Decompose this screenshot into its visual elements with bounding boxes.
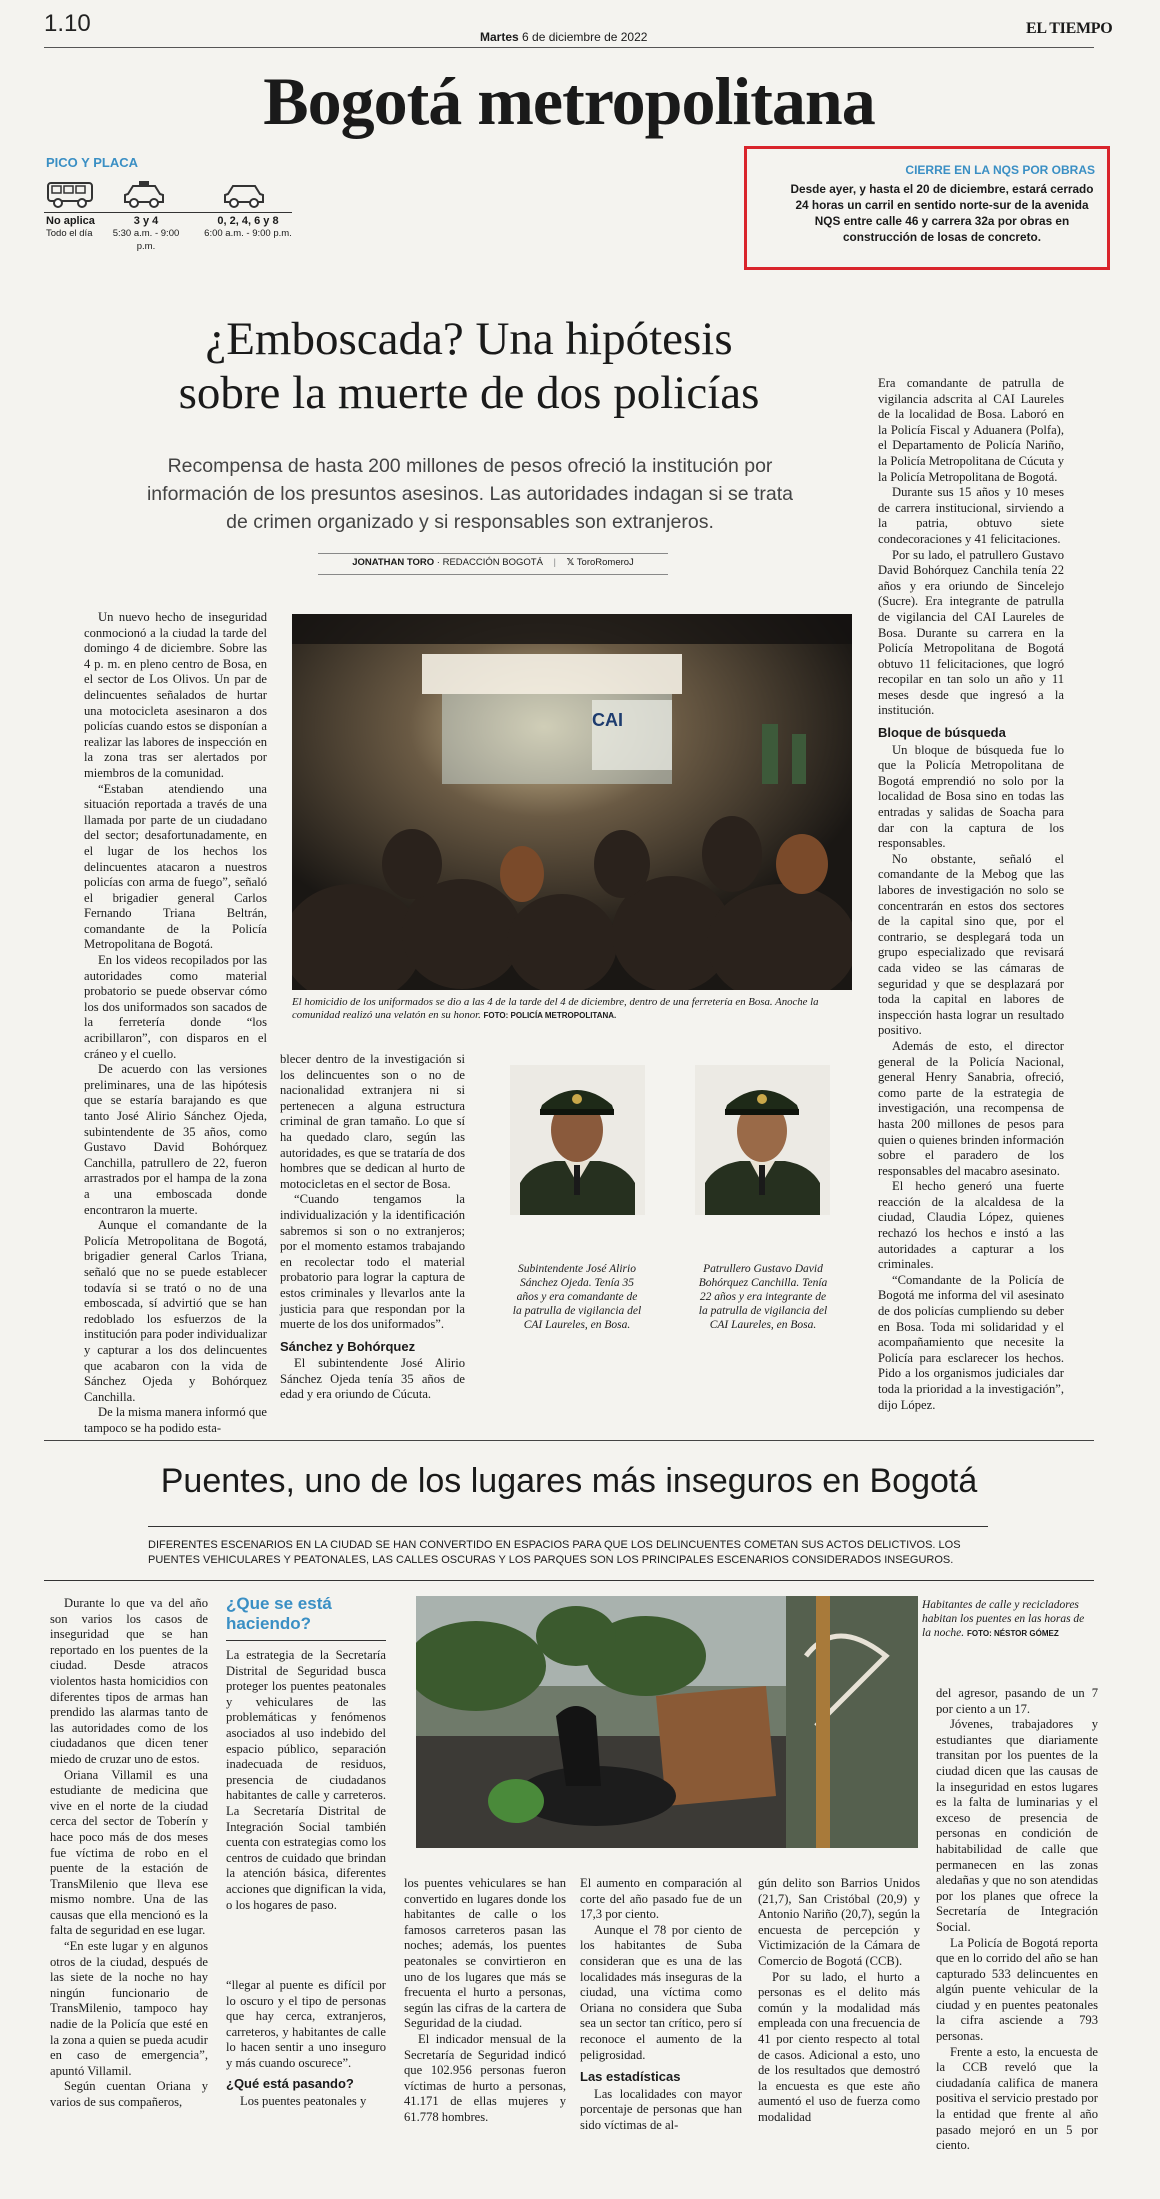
paragraph: “Estaban atendiendo una situación reportada a través de una llamada por parte de un ciudadano del sector; desafortunadamente, en el lugar de los hechos los delincuentes atacaron a nuestros policías con arma de fuego”, señaló el brigadier general Carlos Fernando Triana Beltrán, comandante de la Policía Metropolitana de Bogotá. [84, 781, 267, 952]
article1-column-3 [878, 376, 1064, 1413]
paragraph: “En este lugar y en algunos otros de la ciudad, después de las siete de la noche no hay ningún funcionario de TransMilenio, tampoco hay nadie de la Policía que esté en la zona a quien se pueda acudir en caso de emergencia”, apuntó Villamil. [50, 1939, 208, 2078]
alert-text: Desde ayer, y hasta el 20 de diciembre, estará cerrado 24 horas un carril en sentido norte-sur de la avenida NQS entre calle 46 y carrera 32a por obras en construcción de losas de concreto. [790, 182, 1094, 244]
twitter-icon: 𝕏 [566, 557, 575, 568]
taxi-icon [122, 180, 166, 210]
masthead-logo: EL TIEMPO [1026, 20, 1113, 37]
subhead: Las estadísticas [580, 2069, 681, 2085]
paragraph: Por su lado, el patrullero Gustavo David Bohórquez Canchila tenía 22 años y era oriundo de Sincelejo (Sucre). Era integrante de patrulla de vigilancia del CAI Laureles de Bosa. Durante su carrera en la Policía Metropolitana de Bogotá obtuvo 11 felicitaciones, que logró recopilar en tan solo un año y 11 meses desde que ingresó a la institución. [878, 547, 1064, 718]
vigil-photo-art [292, 614, 852, 990]
byline-rule-bottom [318, 574, 668, 575]
portrait-sanchez [510, 1065, 645, 1215]
pico-placa-title: PICO Y PLACA [46, 155, 138, 170]
paragraph: Las localidades con mayor porcentaje de personas que han sido víctimas de al- [580, 2086, 742, 2132]
hours-car: 6:00 a.m. - 9:00 p.m. [204, 228, 292, 239]
paragraph: El hecho generó una fuerte reacción de la alcaldesa de la ciudad, Claudia López, quienes rechazó los hechos e instó a las autoridades a capturar a los criminales. [878, 1179, 1064, 1272]
subhead: Sánchez y Bohórquez [280, 1338, 416, 1354]
sidebar-paragraph: La estrategia de la Secretaría Distrital de Seguridad busca proteger los puentes peatonales y vehiculares de las problemáticas y fenómenos asociados al uso indebido del espacio público, separación inadecuada de residuos, presencia de ciudadanos habitantes de calle y carreteros. La Secretaría Distrital de Integración Social también cuenta con estrategias como los centros de cuidado que brindan la atención básica, diferentes acciones que dignifican la vida, o los hogares de paso. [226, 1648, 386, 1912]
subhead: ¿Qué está pasando? [226, 2076, 354, 2091]
alert-title: CIERRE EN LA NQS POR OBRAS [905, 163, 1095, 177]
plates-taxi: 3 y 4 [133, 215, 159, 227]
paragraph: blecer dentro de la investigación si los delincuentes son o no de nacionalidad extranjera ni si pertenecen a alguna estructura criminal de gran tamaño. Lo que sí ha quedado claro, según las autoridades, es que se trataría de dos hombres que se dedican al hurto de motocicletas en el sector de Bosa. [280, 1052, 465, 1191]
paragraph: “Cuando tengamos la individualización y la identificación sabremos si son o no extranjeros; por el momento estamos trabajando en recolectar todo el material probatorio para lograr la captura de estos criminales y llevarlos ante la justicia para que respondan por la muerte de los dos uniformados”. [280, 1192, 465, 1332]
article2-column-4 [580, 1876, 742, 2134]
paragraph: Por su lado, el hurto a personas es el delito más común y la modalidad más empleada con una frecuencia de 41 por ciento respecto al total de casos. Adicional a esto, uno de los resultados que demostró la encuesta es que este año aumentó el uso de fuerza como modalidad [758, 1969, 920, 2124]
headline-line1: ¿Emboscada? Una hipótesis [205, 313, 733, 365]
sidebar-column [226, 1648, 386, 1913]
issue-date [480, 30, 647, 44]
bridge-photo [416, 1596, 918, 1848]
paragraph: Según cuentan Oriana y varios de sus compañeros, [50, 2079, 208, 2109]
photo-credit: FOTO: NÉSTOR GÓMEZ [967, 1629, 1059, 1638]
pico-placa-item-taxi [106, 215, 186, 253]
paragraph: Frente a esto, la encuesta de la CCB reveló que la ciudadanía califica de manera positiva el servicio prestado por la entidad que frente al año pasado mejoró en un 5 por ciento. [936, 2044, 1098, 2153]
paragraph: Los puentes peatonales y [240, 2093, 367, 2108]
pico-placa-item-car [200, 215, 296, 240]
paragraph: Oriana Villamil es una estudiante de medicina que vive en el norte de la ciudad cerca del sector de Toberín y hace poco más de dos meses fue víctima de robo en el puente de la estación de TransMilenio que lleva ese mismo nombre. Una de las causas que ella mencionó es la falta de seguridad en ese lugar. [50, 1767, 208, 1938]
portrait-sanchez-caption: Subintendente José Alirio Sánchez Ojeda. Tenía 35 años y era comandante de la patrulla de vigilancia del CAI Laureles, en Bosa. [512, 1263, 642, 1331]
pico-placa-item-bus [46, 215, 95, 240]
pico-placa-rule [44, 212, 292, 213]
sidebar-lower [226, 2076, 386, 2109]
article2-deck: DIFERENTES ESCENARIOS EN LA CIUDAD SE HAN CONVERTIDO EN ESPACIOS PARA QUE LOS DELINCUENTES COMETAN SUS ACTOS DELICTIVOS. LOS PUENTES VEHICULARES Y PEATONALES, LAS CALLES OSCURAS Y LOS PARQUES SON LOS PRINCIPALES ESCENARIOS CONSIDERADOS INSEGUROS. [148, 1539, 961, 1566]
article1-column-1 [84, 610, 267, 1436]
hours-taxi: 5:30 a.m. - 9:00 p.m. [112, 228, 180, 252]
paragraph: los puentes vehiculares se han convertido en lugares donde los habitantes de calle o los famosos carreteros pasan las noches; además, los puentes peatonales se convirtieron en uno de los lugares que más se frecuenta el hurto a personas, según las cifras de la cartera de Seguridad de la ciudad. [404, 1876, 566, 2031]
article2-column-1 [50, 1596, 208, 2111]
paragraph: Aunque el comandante de la Policía Metropolitana de Bogotá, brigadier general Carlos Triana, señaló que no se puede establecer todavía si se trató o no de una emboscada, sí advirtió que se han redoblado los esfuerzos de la institución para poder individualizar y capturar a los dos delincuentes que acabaron con la vida de Sánchez Ojeda y Bohórquez Canchilla. [84, 1218, 267, 1404]
article1-deck: Recompensa de hasta 200 millones de pesos ofreció la institución por información de los presuntos asesinos. Las autoridades indagan si se trata de crimen organizado y si responsables son extranjeros. [146, 455, 794, 533]
plates-bus: No aplica [46, 215, 95, 227]
headline-line2: sobre la muerte de dos policías [178, 367, 760, 419]
paragraph: Jóvenes, trabajadores y estudiantes que diariamente transitan por los puentes de la ciudad dicen que las causas de la inseguridad en estos lugares es la falta de luminarias y el exceso de presencia de personas en condición de habitabilidad de calle que permanecen en las zonas aledañas y que no son atendidas por los planes que ofrece la Secretaría de Integración Social. [936, 1717, 1098, 1934]
paragraph: Durante sus 15 años y 10 meses de carrera institucional, sirviendo a la patria, obtuvo siete condecoraciones y 41 felicitaciones. [878, 485, 1064, 546]
caption-text: Habitantes de calle y recicladores habitan los puentes en las horas de la noche. [922, 1599, 1085, 1639]
bridge-photo-caption [922, 1598, 1092, 1641]
portrait-sanchez-art [510, 1065, 645, 1215]
date-day: Martes [480, 30, 519, 44]
car-icon [222, 180, 266, 210]
portrait-bohorquez-caption: Patrullero Gustavo David Bohórquez Canchilla. Tenía 22 años y era integrante de la patrulla de vigilancia del CAI Laureles, en Bosa. [698, 1263, 828, 1331]
article2-rule-bottom [44, 1580, 1094, 1581]
portrait-bohorquez-art [695, 1065, 830, 1215]
caption-text: El homicidio de los uniformados se dio a las 4 de la tarde del 4 de diciembre, dentro de una ferretería en Bosa. Anoche la comunidad realizó una velatón en su honor. [292, 996, 819, 1021]
paragraph: Un bloque de búsqueda fue lo que la Policía Metropolitana de Bogotá emprendió no solo por la localidad de Bosa sino en todas las entradas y salidas de Soacha para dar con la captura de los responsables. [878, 742, 1064, 851]
paragraph: Era comandante de patrulla de vigilancia adscrita al CAI Laureles de la localidad de Bosa. Laboró en la Policía Fiscal y Aduanera (Polfa), el Departamento de Policía Nariño, la Policía Metropolitana de Cúcuta y la Policía Metropolitana de Bogotá. [878, 376, 1064, 484]
paragraph: La Policía de Bogotá reporta que en lo corrido del año se han capturado 533 delincuentes en algún puente vehicular de la ciudad y en puentes peatonales la cifra asciende a 793 personas. [936, 1935, 1098, 2044]
article2-column-6 [936, 1686, 1098, 2154]
article1-headline [84, 312, 854, 420]
article2-rule-top [148, 1526, 988, 1527]
article2-column-3 [404, 1876, 566, 2126]
cai-sign: CAI [592, 710, 623, 730]
section-title: Bogotá metropolitana [263, 63, 875, 139]
article1-column-2 [280, 1052, 465, 1403]
byline-rule-top [318, 553, 668, 554]
pico-placa-panel [44, 175, 294, 252]
byline-author: JONATHAN TORO [352, 557, 435, 568]
bridge-photo-art [416, 1596, 918, 1848]
paragraph: gún delito son Barrios Unidos (21,7), San Cristóbal (20,9) y Antonio Nariño (20,7), según la encuesta de percepción y Victimización de la Cámara de Comercio de Bogotá (CCB). [758, 1876, 920, 1968]
paragraph: del agresor, pasando de un 7 por ciento a un 17. [936, 1686, 1098, 1716]
paragraph: Durante lo que va del año son varios los casos de inseguridad que se han reportado en los puentes de la ciudad. Desde atracos violentos hasta homicidios con diferentes tipos de armas han prendido las alarmas tanto de las autoridades como de los ciudadanos que dicen tener miedo de cruzar uno de estos. [50, 1596, 208, 1766]
paragraph: Un nuevo hecho de inseguridad conmocionó a la ciudad la tarde del domingo 4 de diciembre. Sobre las 4 p. m. en pleno centro de Bosa, en el sector de Los Olivos. Un par de delincuentes señalados de hurtar una motocicleta asesinaron a dos policías cuando estos se disponían a realizar las labores de inspección en la zona tras ser alertados por miembros de la comunidad. [84, 610, 267, 780]
paragraph: De acuerdo con las versiones preliminares, una de las hipótesis que se estaría barajando es que tanto José Alirio Sánchez Ojeda, subintendente de 35 años, como Gustavo David Bohórquez Canchilla, patrullero de 22, fueron arrastrados por el hampa de la zona a una emboscada donde encontraron la muerte. [84, 1062, 267, 1217]
date-rest: 6 de diciembre de 2022 [522, 30, 648, 44]
article2-column-5 [758, 1876, 920, 2126]
article2-headline: Puentes, uno de los lugares más inseguros en Bogotá [160, 1462, 978, 1500]
hours-bus: Todo el día [46, 228, 93, 239]
paragraph: De la misma manera informó que tampoco se ha podido esta- [84, 1405, 267, 1435]
subhead: Bloque de búsqueda [878, 725, 1006, 741]
paragraph: Aunque el 78 por ciento de los habitantes de Suba consideran que es una de las localidades más inseguras de la ciudad, una víctima como Oriana no considera que Suba sea un sector tan crítico, pero sí reconoce el aumento de la peligrosidad. [580, 1922, 742, 2062]
article-divider [44, 1440, 1094, 1441]
sidebar-rule [226, 1640, 386, 1641]
page-number: 1.10 [44, 10, 91, 37]
header-rule [44, 47, 1094, 48]
alert-box [744, 146, 1110, 270]
byline-desk: · REDACCIÓN BOGOTÁ [434, 557, 543, 568]
paragraph: El subintendente José Alirio Sánchez Ojeda tenía 35 años de edad y era oriundo de Cúcuta. [280, 1356, 465, 1402]
vigil-photo-caption [292, 996, 852, 1022]
twitter-handle[interactable]: ToroRomeroJ [576, 557, 634, 568]
photo-credit: FOTO: POLICÍA METROPOLITANA. [483, 1011, 617, 1020]
paragraph: En los videos recopilados por las autoridades como material probatorio se puede observar cómo los dos uniformados son sacados de la ferretería donde “los acribillaron”, con disparos en el cráneo y el cuello. [84, 953, 267, 1061]
sidebar-quote: “llegar al puente es difícil por lo oscuro y el tipo de personas que hay cerca, extranjeros, carreteros, y habitantes de calle lo hacen sentir a uno inseguro y más cuando oscurece”. [226, 1978, 386, 2070]
portrait-bohorquez [695, 1065, 830, 1215]
vigil-photo [292, 614, 852, 990]
sidebar-title: ¿Que se está haciendo? [226, 1594, 332, 1633]
paragraph: “Comandante de la Policía de Bogotá me informa del vil asesinato de dos policías cumpliendo su deber en Bosa. Toda mi solidaridad y el acompañamiento que necesite la Policía para esclarecer los hechos. Pido a los organismos judiciales dar toda la prioridad a la investigación”, dijo López. [878, 1272, 1064, 1412]
paragraph: No obstante, señaló el comandante de la Mebog que las labores de investigación no solo se concentrarán en estos dos sectores de la capital sino que, por el contrario, se desplegará toda un grupo especializado que revisará cada video se las cámaras de seguridad y que se desplazará por toda la capital en labores de inspección hasta lograr un resultado positivo. [878, 851, 1064, 1038]
plates-car: 0, 2, 4, 6 y 8 [217, 215, 279, 227]
paragraph: El indicador mensual de la Secretaría de Seguridad indicó que 102.956 personas fueron víctimas de hurto a personas, 41.171 de ellas mujeres y 61.778 hombres. [404, 2031, 566, 2124]
bus-icon [46, 180, 96, 210]
paragraph: El aumento en comparación al corte del año pasado fue de un 17,3 por ciento. [580, 1876, 742, 1922]
paragraph: Además de esto, el director general de la Policía Nacional, general Henry Sanabria, ofreció, como parte de la estrategia de investigación, una recompensa de hasta 200 millones de pesos para quien o quienes brinden información sobre el paradero de los responsables del macabro asesinato. [878, 1038, 1064, 1178]
article1-byline: JONATHAN TORO · REDACCIÓN BOGOTÁ | 𝕏 ToroRomeroJ [352, 557, 634, 568]
